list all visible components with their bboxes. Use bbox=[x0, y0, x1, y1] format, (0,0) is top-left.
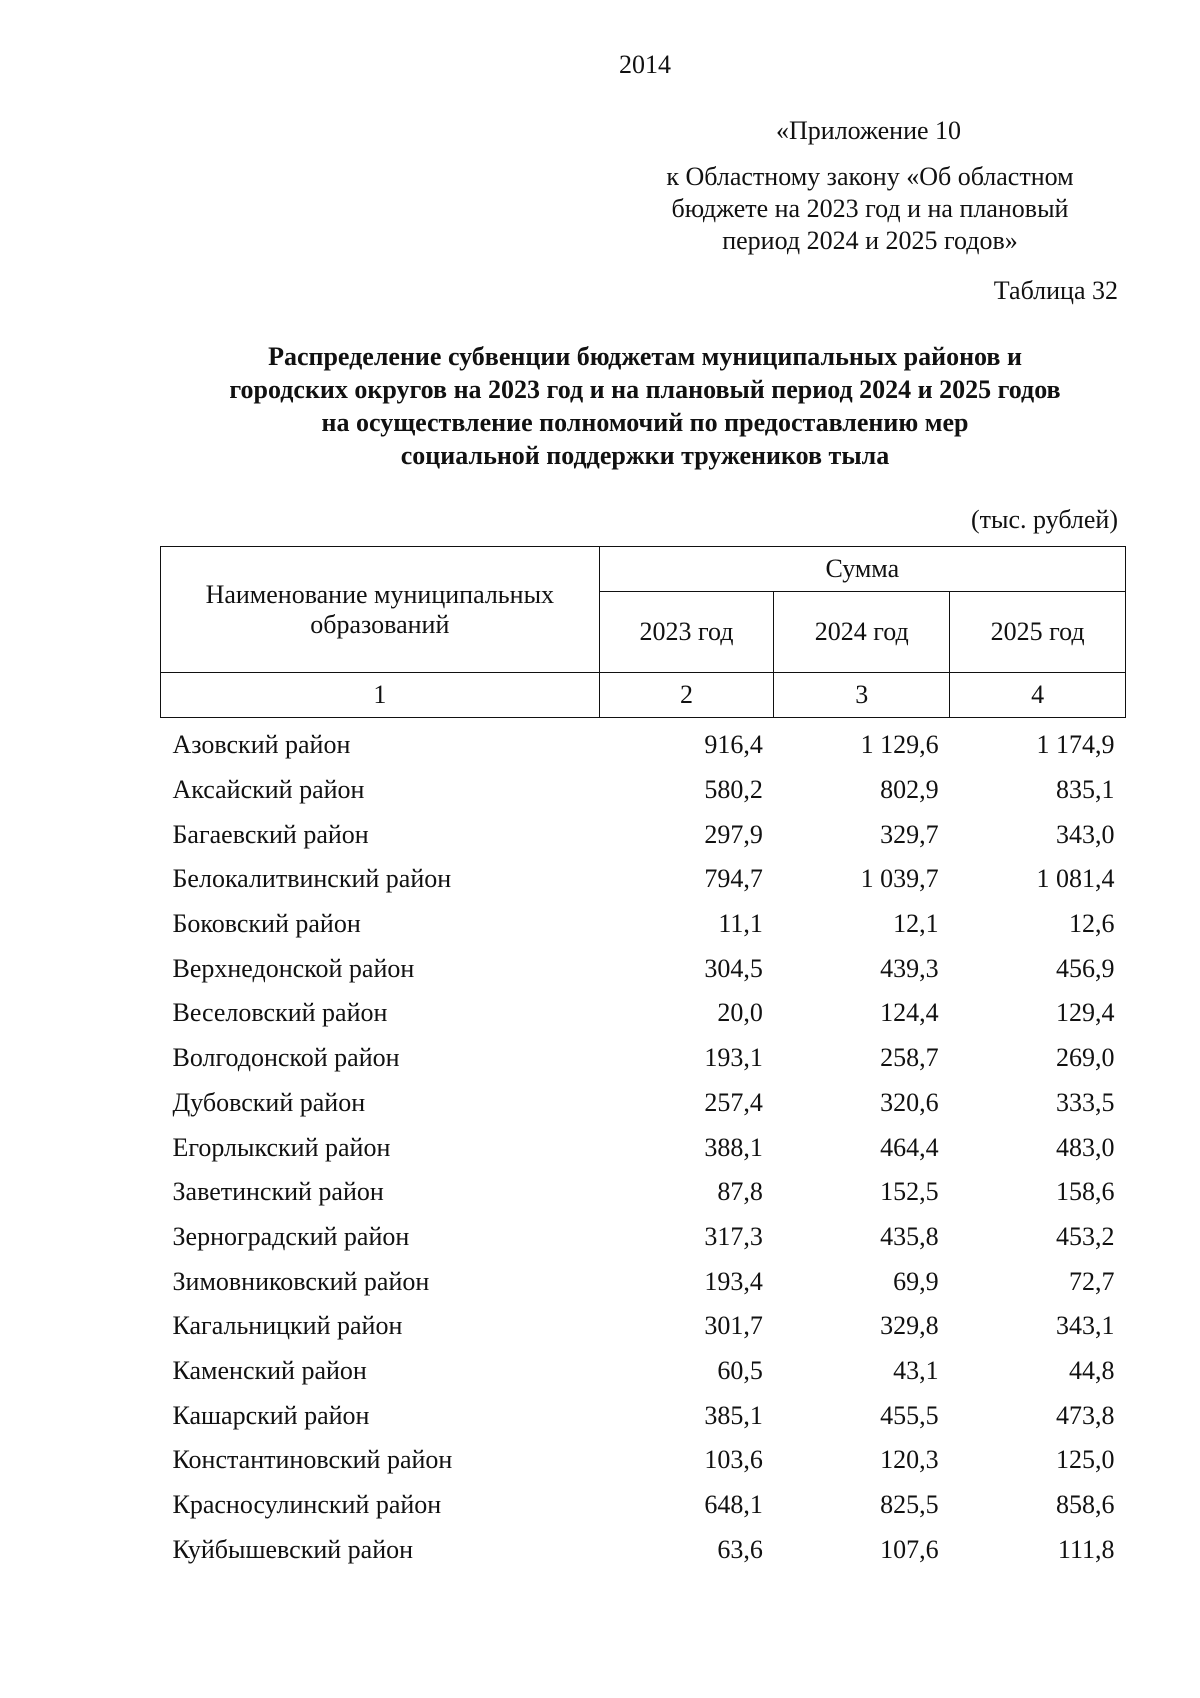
value-2024: 439,3 bbox=[880, 953, 939, 983]
municipality-name: Красносулинский район bbox=[172, 1490, 442, 1520]
column-number: 4 bbox=[950, 673, 1126, 718]
table-row bbox=[161, 1125, 1126, 1170]
value-2024: 320,6 bbox=[880, 1087, 939, 1117]
table-row bbox=[161, 1349, 1126, 1394]
municipality-name: Куйбышевский район bbox=[172, 1534, 414, 1564]
column-number: 3 bbox=[774, 673, 950, 718]
value-2023: 297,9 bbox=[704, 819, 763, 849]
value-2023: 103,6 bbox=[704, 1445, 763, 1475]
column-number: 1 bbox=[161, 673, 600, 718]
municipality-name: Багаевский район bbox=[172, 819, 369, 849]
value-2024: 802,9 bbox=[880, 775, 939, 805]
table-row bbox=[161, 1304, 1126, 1349]
value-2023: 60,5 bbox=[717, 1355, 763, 1385]
title-line: социальной поддержки тружеников тыла bbox=[400, 441, 890, 470]
value-2025: 1 174,9 bbox=[1036, 730, 1115, 760]
column-number: 2 bbox=[599, 673, 774, 718]
municipality-name: Волгодонской район bbox=[172, 1043, 400, 1073]
column-header-name-line: Наименование муниципальных bbox=[205, 579, 555, 609]
value-2025: 12,6 bbox=[1069, 909, 1115, 939]
units-label: (тыс. рублей) bbox=[970, 505, 1118, 534]
value-2023: 11,1 bbox=[718, 909, 763, 939]
value-2024: 455,5 bbox=[880, 1400, 939, 1430]
value-2025: 44,8 bbox=[1069, 1355, 1115, 1385]
column-header-2025: 2025 год bbox=[950, 592, 1126, 673]
title-line: Распределение субвенции бюджетам муниципальных районов и bbox=[268, 342, 1022, 371]
value-2025: 453,2 bbox=[1056, 1221, 1115, 1251]
column-header-2023: 2023 год bbox=[599, 592, 774, 673]
value-2023: 385,1 bbox=[704, 1400, 763, 1430]
value-2024: 1 039,7 bbox=[860, 864, 939, 894]
value-2024: 435,8 bbox=[880, 1221, 939, 1251]
value-2025: 343,1 bbox=[1056, 1311, 1115, 1341]
table-row bbox=[161, 902, 1126, 947]
value-2024: 329,8 bbox=[880, 1311, 939, 1341]
value-2025: 456,9 bbox=[1056, 953, 1115, 983]
column-header-name bbox=[161, 547, 600, 673]
municipality-name: Веселовский район bbox=[172, 998, 388, 1028]
value-2023: 580,2 bbox=[704, 775, 763, 805]
municipality-name: Белокалитвинский район bbox=[172, 864, 452, 894]
value-2024: 329,7 bbox=[880, 819, 939, 849]
value-2024: 69,9 bbox=[893, 1266, 939, 1296]
title-line: на осуществление полномочий по предоставлению мер bbox=[321, 408, 969, 437]
title-line: городских округов на 2023 год и на плановый период 2024 и 2025 годов bbox=[229, 375, 1061, 404]
value-2025: 473,8 bbox=[1056, 1400, 1115, 1430]
value-2024: 107,6 bbox=[880, 1534, 939, 1564]
table-row bbox=[161, 1259, 1126, 1304]
value-2025: 343,0 bbox=[1056, 819, 1115, 849]
value-2023: 648,1 bbox=[704, 1490, 763, 1520]
value-2025: 72,7 bbox=[1069, 1266, 1115, 1296]
value-2023: 304,5 bbox=[704, 953, 763, 983]
value-2025: 158,6 bbox=[1056, 1177, 1115, 1207]
municipality-name: Азовский район bbox=[172, 730, 351, 760]
value-2024: 1 129,6 bbox=[860, 730, 939, 760]
value-2024: 825,5 bbox=[880, 1490, 939, 1520]
value-2024: 120,3 bbox=[880, 1445, 939, 1475]
value-2025: 333,5 bbox=[1056, 1087, 1115, 1117]
table-row bbox=[161, 1393, 1126, 1438]
subvention-table bbox=[160, 546, 1126, 1572]
value-2024: 152,5 bbox=[880, 1177, 939, 1207]
municipality-name: Заветинский район bbox=[172, 1177, 384, 1207]
column-header-2024: 2024 год bbox=[774, 592, 950, 673]
municipality-name: Зерноградский район bbox=[172, 1221, 410, 1251]
document-title bbox=[150, 340, 1140, 472]
table-row bbox=[161, 857, 1126, 902]
value-2025: 129,4 bbox=[1056, 998, 1115, 1028]
table-row bbox=[161, 1438, 1126, 1483]
page-number: 2014 bbox=[619, 50, 671, 79]
table-row bbox=[161, 812, 1126, 857]
appendix-title: «Приложение 10 bbox=[776, 116, 962, 145]
appendix-line: период 2024 и 2025 годов» bbox=[722, 226, 1018, 255]
value-2023: 63,6 bbox=[717, 1534, 763, 1564]
column-header-sum: Сумма bbox=[599, 547, 1125, 592]
value-2024: 124,4 bbox=[880, 998, 939, 1028]
value-2024: 464,4 bbox=[880, 1132, 939, 1162]
municipality-name: Боковский район bbox=[172, 909, 361, 939]
municipality-name: Константиновский район bbox=[172, 1445, 453, 1475]
appendix-line: к Областному закону «Об областном bbox=[666, 162, 1074, 191]
value-2023: 916,4 bbox=[704, 730, 763, 760]
table-row bbox=[161, 1081, 1126, 1126]
table-row bbox=[161, 718, 1126, 768]
value-2025: 858,6 bbox=[1056, 1490, 1115, 1520]
value-2025: 835,1 bbox=[1056, 775, 1115, 805]
municipality-name: Верхнедонской район bbox=[172, 953, 415, 983]
table-label: Таблица 32 bbox=[993, 276, 1118, 305]
table-body bbox=[161, 718, 1126, 1573]
table-row bbox=[161, 1483, 1126, 1528]
table-row bbox=[161, 991, 1126, 1036]
value-2023: 794,7 bbox=[704, 864, 763, 894]
municipality-name: Зимовниковский район bbox=[172, 1266, 430, 1296]
value-2025: 483,0 bbox=[1056, 1132, 1115, 1162]
value-2023: 317,3 bbox=[704, 1221, 763, 1251]
table-row bbox=[161, 1215, 1126, 1260]
column-header-name-line: образований bbox=[310, 609, 450, 639]
value-2023: 193,4 bbox=[704, 1266, 763, 1296]
value-2025: 269,0 bbox=[1056, 1043, 1115, 1073]
table-row bbox=[161, 1527, 1126, 1572]
value-2023: 193,1 bbox=[704, 1043, 763, 1073]
table-row bbox=[161, 946, 1126, 991]
value-2024: 258,7 bbox=[880, 1043, 939, 1073]
municipality-name: Дубовский район bbox=[172, 1087, 366, 1117]
municipality-name: Егорлыкский район bbox=[172, 1132, 391, 1162]
table-row bbox=[161, 768, 1126, 813]
value-2023: 20,0 bbox=[717, 998, 763, 1028]
value-2024: 43,1 bbox=[893, 1355, 939, 1385]
table-row bbox=[161, 1036, 1126, 1081]
value-2023: 301,7 bbox=[704, 1311, 763, 1341]
municipality-name: Кагальницкий район bbox=[172, 1311, 403, 1341]
value-2023: 257,4 bbox=[704, 1087, 763, 1117]
value-2023: 388,1 bbox=[704, 1132, 763, 1162]
value-2025: 125,0 bbox=[1056, 1445, 1115, 1475]
value-2023: 87,8 bbox=[717, 1177, 763, 1207]
value-2025: 111,8 bbox=[1057, 1534, 1115, 1564]
municipality-name: Каменский район bbox=[172, 1355, 367, 1385]
appendix-description bbox=[640, 161, 1100, 257]
municipality-name: Аксайский район bbox=[172, 775, 365, 805]
value-2025: 1 081,4 bbox=[1036, 864, 1115, 894]
municipality-name: Кашарский район bbox=[172, 1400, 370, 1430]
value-2024: 12,1 bbox=[893, 909, 939, 939]
table-row bbox=[161, 1170, 1126, 1215]
appendix-line: бюджете на 2023 год и на плановый bbox=[671, 194, 1069, 223]
